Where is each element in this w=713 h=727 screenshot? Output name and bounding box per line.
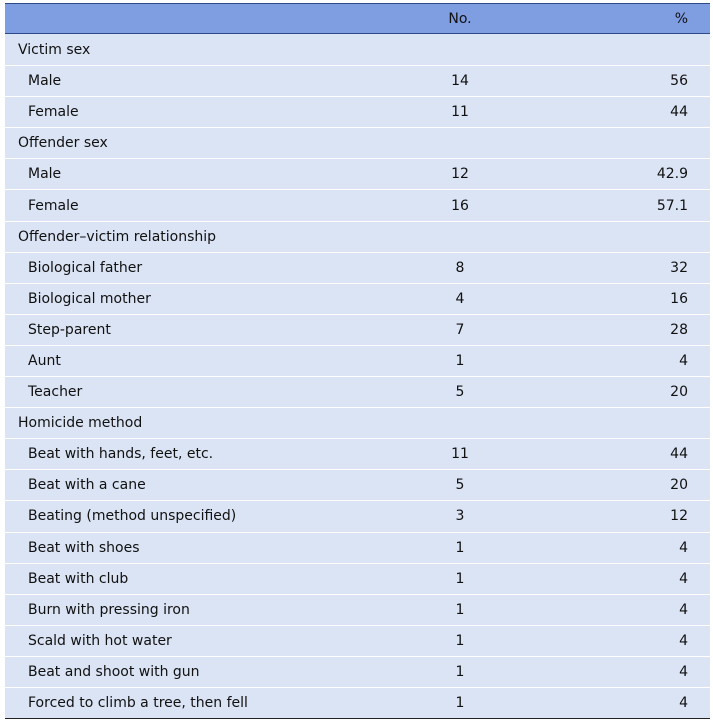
- row-percent: 42.9: [656, 166, 688, 183]
- row-count: 1: [455, 632, 465, 649]
- row-count: [400, 222, 520, 252]
- row-count: 1: [455, 352, 465, 369]
- section-row: [5, 127, 710, 158]
- table-row: [5, 469, 710, 500]
- row-count: 1: [455, 539, 465, 556]
- row-count: 8: [455, 259, 465, 276]
- row-label: Beat with club: [28, 570, 129, 587]
- table-row: [5, 314, 710, 345]
- row-count: 1: [455, 570, 465, 587]
- row-count: 1: [455, 601, 465, 618]
- row-count: 14: [451, 73, 469, 90]
- section-label: Homicide method: [18, 415, 143, 432]
- row-percent: 4: [679, 663, 688, 680]
- section-row: [5, 34, 710, 65]
- row-percent: 20: [670, 384, 688, 401]
- table-row: [5, 345, 710, 376]
- row-percent: 4: [679, 539, 688, 556]
- section-label: Offender–victim relationship: [18, 228, 217, 245]
- row-label: Beat and shoot with gun: [28, 663, 200, 680]
- row-count: 11: [451, 104, 469, 121]
- section-label: Victim sex: [18, 41, 91, 58]
- row-label: Step-parent: [28, 321, 111, 338]
- row-percent: 4: [679, 632, 688, 649]
- row-label: Forced to climb a tree, then fell: [28, 695, 248, 712]
- header-no: No.: [448, 10, 472, 27]
- table-header: [5, 3, 710, 34]
- row-label: Teacher: [28, 384, 83, 401]
- row-percent: 12: [670, 508, 688, 525]
- row-percent: 4: [679, 601, 688, 618]
- row-count: 12: [451, 166, 469, 183]
- row-label: Biological father: [28, 259, 143, 276]
- row-label: Male: [28, 73, 62, 90]
- row-count: 3: [455, 508, 465, 525]
- row-count: 7: [455, 321, 465, 338]
- row-percent: 57.1: [656, 197, 688, 214]
- row-count: 16: [451, 197, 469, 214]
- row-label: Male: [28, 166, 62, 183]
- row-count: [400, 408, 520, 438]
- table-row: [5, 563, 710, 594]
- row-percent: 4: [679, 695, 688, 712]
- data-table: [5, 3, 710, 719]
- table-row: [5, 625, 710, 656]
- row-label: Beat with shoes: [28, 539, 140, 556]
- row-label: Beating (method unspecified): [28, 508, 237, 525]
- section-row: [5, 407, 710, 438]
- row-label: Burn with pressing iron: [28, 601, 190, 618]
- row-label: Biological mother: [28, 290, 151, 307]
- row-label: Aunt: [28, 352, 61, 369]
- row-percent: 32: [670, 259, 688, 276]
- row-label: Female: [28, 104, 79, 121]
- table-row: [5, 594, 710, 625]
- row-label: Beat with hands, feet, etc.: [28, 446, 214, 463]
- row-count: [400, 34, 520, 65]
- row-percent: 44: [670, 104, 688, 121]
- table-body: [5, 34, 710, 718]
- table-row: [5, 438, 710, 469]
- table-row: [5, 158, 710, 189]
- row-percent: 16: [670, 290, 688, 307]
- row-label: Beat with a cane: [28, 477, 146, 494]
- row-count: 1: [455, 695, 465, 712]
- row-percent: 4: [679, 570, 688, 587]
- row-count: 5: [455, 477, 465, 494]
- section-label: Offender sex: [18, 135, 108, 152]
- table-row: [5, 500, 710, 531]
- row-percent: 56: [670, 73, 688, 90]
- row-count: 5: [455, 384, 465, 401]
- row-percent: 20: [670, 477, 688, 494]
- table-row: [5, 532, 710, 563]
- table-row: [5, 376, 710, 407]
- header-percent: %: [674, 10, 688, 27]
- row-label: Female: [28, 197, 79, 214]
- table-row: [5, 252, 710, 283]
- row-count: [400, 128, 520, 158]
- table-row: [5, 189, 710, 220]
- row-count: 1: [455, 663, 465, 680]
- row-label: Scald with hot water: [28, 632, 172, 649]
- table-row: [5, 687, 710, 718]
- section-row: [5, 221, 710, 252]
- row-percent: 4: [679, 352, 688, 369]
- table-row: [5, 65, 710, 96]
- row-count: 11: [451, 446, 469, 463]
- row-count: 4: [455, 290, 465, 307]
- table-row: [5, 96, 710, 127]
- table-row: [5, 656, 710, 687]
- row-percent: 44: [670, 446, 688, 463]
- table-row: [5, 283, 710, 314]
- row-percent: 28: [670, 321, 688, 338]
